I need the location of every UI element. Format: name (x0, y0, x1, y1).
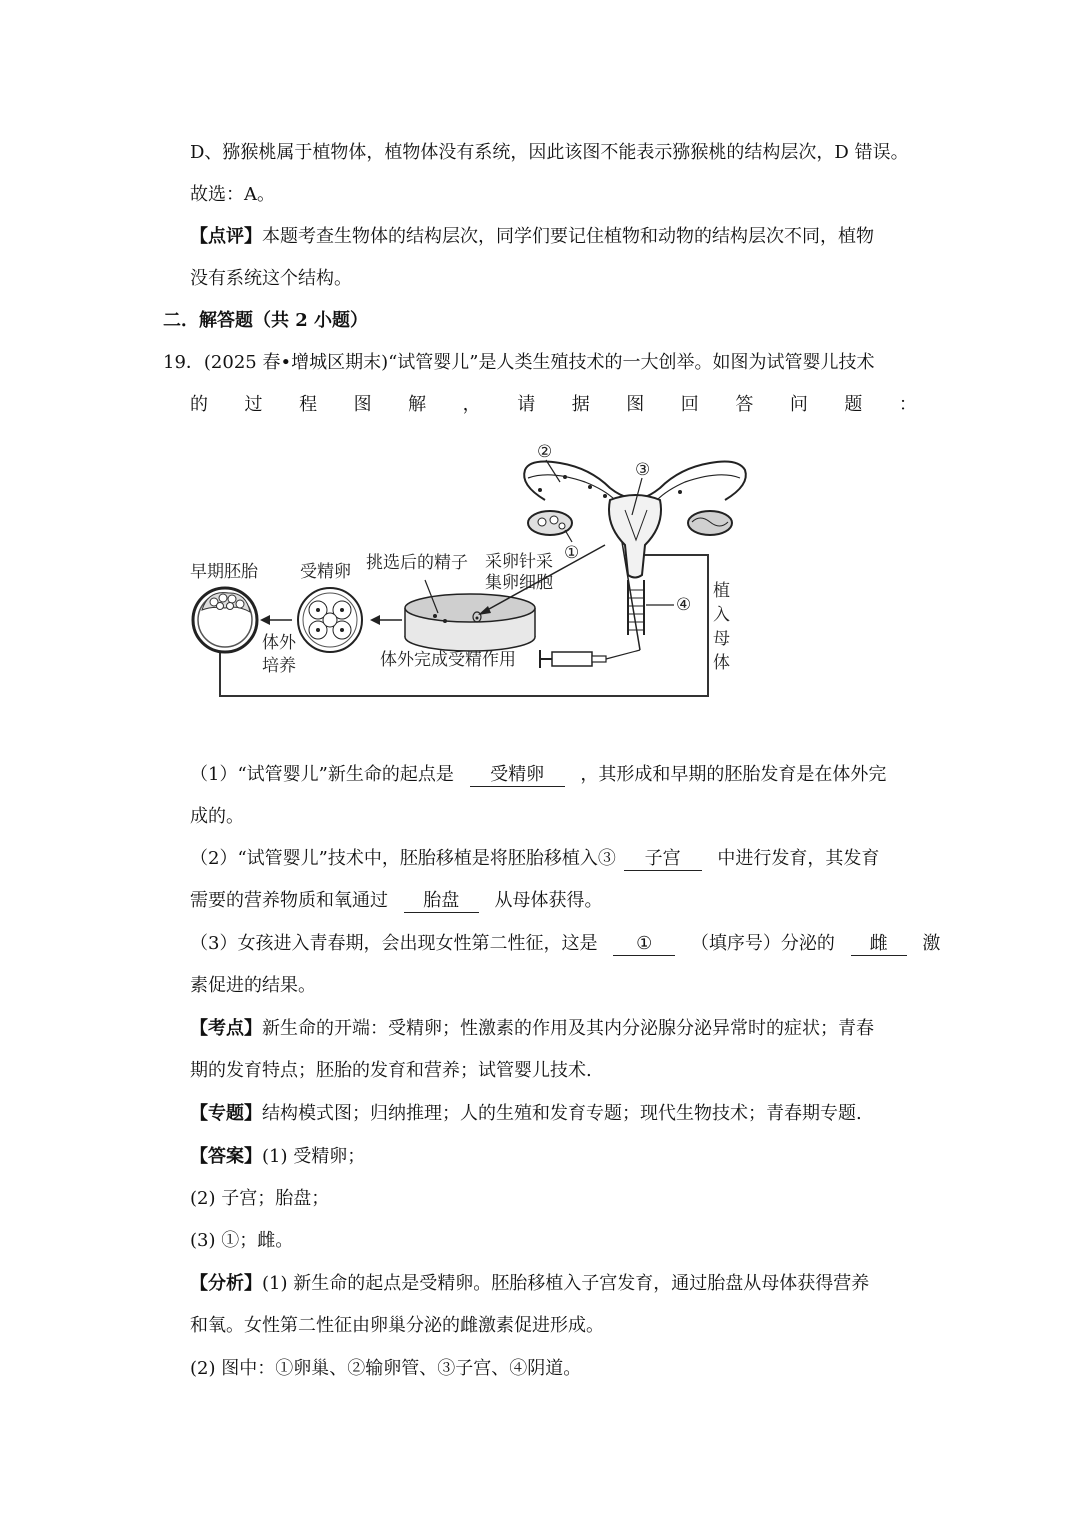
sub-q2-middle: 中进行发育，其发育 (717, 848, 880, 869)
stem-char: ： (898, 394, 917, 415)
question-stem-line-2 (190, 392, 917, 418)
label-early-embryo: 早期胚胎 (190, 562, 258, 582)
marker-2: ② (537, 442, 553, 462)
answer-1: (1) 受精卵； (262, 1146, 366, 1167)
label-in-vitro-fertilization: 体外完成受精作用 (380, 650, 516, 670)
sub-q1-suffix: ，其形成和早期的胚胎发育是在体外完 (580, 764, 887, 785)
sub-q2-blank-2: 胎盘 (404, 890, 479, 913)
option-d-analysis: D、猕猴桃属于植物体，植物体没有系统，因此该图不能表示猕猴桃的结构层次，D 错误。 (190, 142, 909, 163)
kaodian-line-2: 期的发育特点；胚胎的发育和营养；试管婴儿技术. (190, 1060, 592, 1081)
kaodian-text: 新生命的开端：受精卵；性激素的作用及其内分泌腺分泌异常时的症状；青春 (262, 1018, 874, 1039)
label-implant-1: 植 (713, 581, 730, 601)
sub-q3-blank-2: 雌 (851, 933, 907, 956)
ivf-process-diagram (180, 430, 760, 720)
question-stem: 19．(2025 春•增城区期末)“试管婴儿”是人类生殖技术的一大创举。如图为试管婴儿技术 (163, 352, 875, 373)
label-selected-sperm: 挑选后的精子 (366, 553, 468, 573)
sub-q3-prefix: （3）女孩进入青春期，会出现女性第二性征，这是 (190, 933, 598, 954)
stem-char: 答 (735, 394, 754, 415)
label-culture-1: 体外 (262, 633, 296, 653)
marker-1-leader (565, 530, 572, 542)
zhuanti-line (190, 1101, 862, 1127)
stem-char: 请 (517, 394, 536, 415)
kaodian-line-1 (190, 1016, 874, 1042)
stem-char: 程 (299, 394, 318, 415)
answer-line-1 (190, 1144, 365, 1170)
zhuanti-tag: 【专题】 (190, 1103, 262, 1124)
sub-question-3 (190, 931, 940, 957)
marker-3: ③ (635, 460, 651, 480)
comment-line-2: 没有系统这个结构。 (190, 268, 352, 289)
analysis-tag: 【分析】 (190, 1273, 262, 1294)
fertilized-egg-figure (298, 588, 362, 652)
section-title: 二．解答题（共 2 小题） (163, 310, 369, 331)
label-needle-collect-2: 集卵细胞 (485, 573, 553, 593)
stem-char: 图 (353, 394, 372, 415)
label-culture-2: 培养 (262, 656, 296, 676)
analysis-line-1 (190, 1271, 869, 1297)
early-embryo-figure (193, 588, 257, 652)
stem-char: 过 (244, 394, 263, 415)
label-fertilized-egg: 受精卵 (300, 562, 351, 582)
zhuanti-text: 结构模式图；归纳推理；人的生殖和发育专题；现代生物技术；青春期专题. (262, 1103, 862, 1124)
arrow-head-culture (260, 615, 270, 625)
sub-q3-middle: （填序号）分泌的 (690, 933, 835, 954)
label-implant-4: 体 (713, 653, 730, 673)
analysis-line-3: (2) 图中：①卵巢、②输卵管、③子宫、④阴道。 (190, 1358, 582, 1379)
marker-1: ① (564, 543, 580, 563)
kaodian-tag: 【考点】 (190, 1018, 262, 1039)
sub-q2-blank-1: 子宫 (624, 848, 702, 871)
answer-3: (3) ①；雌。 (190, 1230, 294, 1251)
label-needle-collect-1: 采卵针采 (485, 552, 553, 572)
sub-q1-prefix: （1）“试管婴儿”新生命的起点是 (190, 764, 454, 785)
sub-q2-cont-suffix: 从母体获得。 (494, 890, 603, 911)
petri-dish-figure (405, 594, 535, 651)
stem-char: 解 (408, 394, 427, 415)
stem-char: 图 (626, 394, 645, 415)
stem-char: 的 (190, 394, 208, 415)
answer-tag: 【答案】 (190, 1146, 262, 1167)
answer-2: (2) 子宫；胎盘； (190, 1188, 330, 1209)
label-implant-2: 入 (713, 605, 730, 625)
sub-question-2-cont (190, 888, 602, 914)
stem-char: ， (462, 394, 481, 415)
analysis-line-2: 和氧。女性第二性征由卵巢分泌的雌激素促进形成。 (190, 1315, 604, 1336)
sub-q2-prefix: （2）“试管婴儿”技术中，胚胎移植是将胚胎移植入③ (190, 848, 616, 869)
stem-char: 问 (789, 394, 808, 415)
stem-char: 据 (571, 394, 590, 415)
sub-q2-cont-prefix: 需要的营养物质和氧通过 (190, 890, 388, 911)
marker-4: ④ (676, 595, 692, 615)
label-implant-3: 母 (713, 629, 730, 649)
arrow-head-fertilize (370, 615, 380, 625)
sub-q1-blank: 受精卵 (470, 764, 565, 787)
comment-text: 本题考查生物体的结构层次，同学们要记住植物和动物的结构层次不同，植物 (262, 226, 874, 247)
comment-line (190, 224, 874, 250)
comment-tag: 【点评】 (190, 226, 262, 247)
answer-choice: 故选：A。 (190, 184, 275, 205)
sub-question-1-cont: 成的。 (190, 806, 244, 827)
sub-question-1 (190, 762, 886, 788)
analysis-text-1: (1) 新生命的起点是受精卵。胚胎移植入子宫发育，通过胎盘从母体获得营养 (262, 1273, 870, 1294)
stem-char: 回 (680, 394, 699, 415)
sub-q3-blank-1: ① (613, 933, 675, 956)
stem-char: 题 (844, 394, 863, 415)
sub-q3-suffix: 激 (922, 933, 941, 954)
sub-question-2 (190, 846, 879, 872)
sub-question-3-cont: 素促进的结果。 (190, 975, 316, 996)
